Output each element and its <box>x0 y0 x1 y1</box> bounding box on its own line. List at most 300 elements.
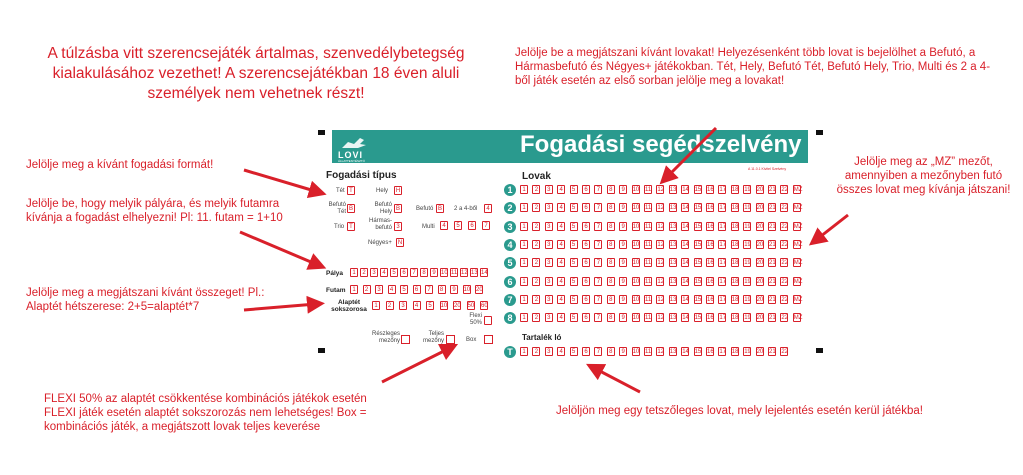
horse-box[interactable]: 5 <box>570 258 578 267</box>
full-field-label: Teljes mezőny <box>422 331 444 344</box>
bet-type-label: Befutó Tét <box>328 202 346 215</box>
horse-box[interactable]: 13 <box>669 241 677 248</box>
horse-box[interactable]: 9 <box>619 222 627 231</box>
mz-box[interactable]: MZ <box>793 260 803 267</box>
horse-box[interactable]: 6 <box>582 240 590 249</box>
horse-box[interactable]: 10 <box>632 260 640 267</box>
reserve-heading: Tartalék ló <box>522 333 562 342</box>
bet-type-label: Befutó <box>416 206 434 212</box>
futam-box[interactable]: 6 <box>413 285 421 294</box>
horse-box[interactable]: 10 <box>632 205 640 212</box>
horse-box[interactable]: 20 <box>756 187 764 193</box>
horse-box[interactable]: 13 <box>669 315 677 322</box>
horse-box[interactable]: 19 <box>744 315 751 322</box>
horse-box[interactable]: 12 <box>657 260 665 267</box>
horse-box[interactable]: 11 <box>645 205 652 212</box>
box-label: Box <box>466 337 477 343</box>
horse-box[interactable]: 22 <box>781 296 789 303</box>
horse-box[interactable]: 16 <box>707 315 714 322</box>
horse-box[interactable]: 21 <box>769 187 776 193</box>
horse-box[interactable]: 18 <box>731 187 739 193</box>
horse-box[interactable]: 5 <box>570 313 578 322</box>
stake-box[interactable]: 10 <box>440 303 448 309</box>
horse-box[interactable]: 3 <box>545 185 553 194</box>
horse-box[interactable]: 1 <box>520 277 528 286</box>
horse-box[interactable]: 5 <box>570 222 578 231</box>
horse-box[interactable]: 22 <box>781 187 789 193</box>
horse-box[interactable]: 9 <box>619 277 627 286</box>
horse-box[interactable]: 18 <box>731 223 739 230</box>
horse-box[interactable]: 4 <box>557 277 565 286</box>
horse-box[interactable]: 6 <box>582 295 590 304</box>
annotation-reserve: Jelöljön meg egy tetszőleges lovat, mely lejelentés esetén kerül játékba! <box>556 405 923 417</box>
horse-box[interactable]: 12 <box>657 187 665 193</box>
horse-box[interactable]: 13 <box>669 187 677 193</box>
bet-type-label: Trio <box>334 224 345 230</box>
mz-box[interactable]: MZ <box>793 205 803 212</box>
horse-box[interactable]: 10 <box>632 241 640 248</box>
stake-box[interactable]: 20 <box>454 303 461 309</box>
reserve-box[interactable]: 22 <box>781 349 789 355</box>
horse-box[interactable]: 13 <box>669 223 677 230</box>
horse-box[interactable]: 18 <box>731 296 739 303</box>
palya-box[interactable]: 7 <box>410 268 418 277</box>
horse-box[interactable]: 14 <box>682 315 689 322</box>
palya-box[interactable]: 13 <box>471 270 478 276</box>
horse-box[interactable]: 4 <box>557 185 565 194</box>
multi-box[interactable]: 4 <box>440 221 448 230</box>
horse-box[interactable]: 19 <box>744 187 751 193</box>
horse-box[interactable]: 17 <box>719 296 727 303</box>
horse-box[interactable]: 12 <box>657 315 665 322</box>
reserve-box[interactable]: 15 <box>694 349 702 355</box>
reserve-box[interactable]: 11 <box>645 349 652 355</box>
stake-box[interactable]: 1 <box>372 301 380 310</box>
horse-box[interactable]: 13 <box>669 278 677 285</box>
stake-box[interactable]: 2 <box>386 301 394 310</box>
futam-box[interactable]: 8 <box>438 285 446 294</box>
horse-box[interactable]: 19 <box>744 260 751 267</box>
stake-box[interactable]: 60 <box>481 303 488 309</box>
horse-box[interactable]: 7 <box>594 295 602 304</box>
bet-type-box[interactable]: H <box>395 188 401 194</box>
palya-box[interactable]: 6 <box>400 268 408 277</box>
palya-box[interactable]: 12 <box>461 270 468 276</box>
futam-box[interactable]: 9 <box>450 285 458 294</box>
flexi-label: Flexi 50% <box>469 313 482 326</box>
row-number: 5 <box>504 257 516 269</box>
horse-box[interactable]: 5 <box>570 203 578 212</box>
row-number: 8 <box>504 312 516 324</box>
horse-box[interactable]: 1 <box>520 258 528 267</box>
futam-box[interactable]: 7 <box>425 285 433 294</box>
horse-box[interactable]: 11 <box>645 315 652 322</box>
horse-box[interactable]: 2 <box>532 277 540 286</box>
horse-box[interactable]: 16 <box>707 223 714 230</box>
mz-box[interactable]: MZ <box>793 296 803 303</box>
row-number: 7 <box>504 294 516 306</box>
reserve-box[interactable]: 10 <box>632 349 640 355</box>
palya-box[interactable]: 4 <box>380 268 388 277</box>
horse-box[interactable]: 16 <box>707 241 714 248</box>
arrow <box>816 215 848 240</box>
palya-box[interactable]: 14 <box>481 270 488 276</box>
horse-box[interactable]: 7 <box>594 222 602 231</box>
horse-box[interactable]: 7 <box>594 277 602 286</box>
horse-box[interactable]: 22 <box>781 315 789 322</box>
palya-box[interactable]: 11 <box>451 270 458 276</box>
horse-box[interactable]: 18 <box>731 260 739 267</box>
bet-type-heading: Fogadási típus <box>326 170 397 181</box>
horse-box[interactable]: 2 <box>532 313 540 322</box>
horse-box[interactable]: 15 <box>694 278 702 285</box>
horse-box[interactable]: 15 <box>694 315 702 322</box>
horse-box[interactable]: 7 <box>594 203 602 212</box>
horse-box[interactable]: 8 <box>607 258 615 267</box>
reserve-box[interactable]: 4 <box>557 347 565 356</box>
horse-box[interactable]: 14 <box>682 205 689 212</box>
horse-box[interactable]: 7 <box>594 240 602 249</box>
palya-box[interactable]: 3 <box>370 268 378 277</box>
horse-box[interactable]: 14 <box>682 241 689 248</box>
horse-box[interactable]: 5 <box>570 185 578 194</box>
logo-text: LOVI <box>338 150 364 160</box>
horse-box[interactable]: 16 <box>707 205 714 212</box>
reserve-box[interactable]: 21 <box>769 349 776 355</box>
horse-box[interactable]: 7 <box>594 258 602 267</box>
horse-box[interactable]: 13 <box>669 260 677 267</box>
horse-box[interactable]: 9 <box>619 185 627 194</box>
futam-box[interactable]: 10 <box>463 287 471 293</box>
annotation-horses: Jelölje be a megjátszani kívánt lovakat! Helyezésenként több lovat is bejelölhet a Befutó, a Hármasbefutó és Négyes+ játékokban. Tét, Hely, Befutó Tét, Befutó Hely, Trio, Multi és 2 a 4-ből játék esetén az első sorban jelölje meg a lovakat! <box>515 47 991 87</box>
horse-box[interactable]: 14 <box>682 260 689 267</box>
horse-box[interactable]: 22 <box>781 241 789 248</box>
horse-box[interactable]: 20 <box>756 241 764 248</box>
horse-box[interactable]: 1 <box>520 203 528 212</box>
horse-box[interactable]: 5 <box>570 295 578 304</box>
horse-box[interactable]: 3 <box>545 313 553 322</box>
horse-box[interactable]: 20 <box>756 260 764 267</box>
reserve-box[interactable]: 6 <box>582 347 590 356</box>
horse-box[interactable]: 11 <box>645 260 652 267</box>
horse-box[interactable]: 6 <box>582 222 590 231</box>
partial-field-label: Részleges mezőny <box>371 331 400 344</box>
stake-box[interactable]: 50 <box>467 303 475 309</box>
horse-box[interactable]: 18 <box>731 241 739 248</box>
horse-box[interactable]: 14 <box>682 296 689 303</box>
horse-box[interactable]: 19 <box>744 278 751 285</box>
reserve-box[interactable]: 20 <box>756 349 764 355</box>
row-number: 3 <box>504 221 516 233</box>
horse-box[interactable]: 14 <box>682 187 689 193</box>
reserve-box[interactable]: 17 <box>719 349 727 355</box>
horse-box[interactable]: 6 <box>582 185 590 194</box>
reserve-box[interactable]: 2 <box>532 347 540 356</box>
multi-box[interactable]: 6 <box>468 221 476 230</box>
mz-box[interactable]: MZ <box>793 187 803 193</box>
horse-box[interactable]: 2 <box>532 203 540 212</box>
stake-box[interactable]: 5 <box>426 301 434 310</box>
horse-box[interactable]: 16 <box>707 260 714 267</box>
horse-box[interactable]: 2 <box>532 185 540 194</box>
palya-label: Pálya <box>326 270 343 277</box>
horse-box[interactable]: 1 <box>520 313 528 322</box>
bet-type-box[interactable]: T <box>347 186 355 195</box>
horse-box[interactable]: 8 <box>607 277 615 286</box>
multi-box[interactable]: 7 <box>482 221 490 230</box>
horse-box[interactable]: 8 <box>607 203 615 212</box>
horse-box[interactable]: 18 <box>731 205 739 212</box>
horse-box[interactable]: 11 <box>645 187 652 193</box>
bet-type-label: Hely <box>376 188 389 194</box>
horse-box[interactable]: 9 <box>619 295 627 304</box>
horse-box[interactable]: 12 <box>657 223 665 230</box>
horse-box[interactable]: 4 <box>557 258 565 267</box>
horse-box[interactable]: 22 <box>781 278 789 285</box>
bet-type-box[interactable]: B <box>437 206 442 212</box>
bet-type-label: Négyes+ <box>368 240 392 246</box>
horse-box[interactable]: 9 <box>619 203 627 212</box>
horse-box[interactable]: 21 <box>769 296 776 303</box>
horse-box[interactable]: 15 <box>694 223 702 230</box>
horse-box[interactable]: 20 <box>756 205 764 212</box>
futam-box[interactable]: 3 <box>375 285 383 294</box>
horse-box[interactable]: 17 <box>719 241 727 248</box>
horse-box[interactable]: 1 <box>520 240 528 249</box>
annotation-stake: Jelölje meg a megjátszani kívánt összeget! Pl.: Alaptét hétszerese: 2+5=alaptét*7 <box>26 287 265 313</box>
horse-box[interactable]: 11 <box>645 296 652 303</box>
horse-box[interactable]: 6 <box>582 258 590 267</box>
stake-box[interactable]: 3 <box>399 301 407 310</box>
bet-type-box[interactable]: T <box>347 222 355 231</box>
arrow <box>594 368 640 392</box>
horse-box[interactable]: 12 <box>657 241 665 248</box>
horse-box[interactable]: 17 <box>719 187 727 193</box>
reserve-box[interactable]: 12 <box>657 349 665 355</box>
palya-box[interactable]: 1 <box>350 268 358 277</box>
horse-box[interactable]: 15 <box>694 296 702 303</box>
horse-box[interactable]: 10 <box>632 296 640 303</box>
horse-box[interactable]: 17 <box>719 315 727 322</box>
horse-box[interactable]: 22 <box>781 205 789 212</box>
horse-box[interactable]: 8 <box>607 240 615 249</box>
futam-box[interactable]: 1 <box>350 285 358 294</box>
bet-type-label: Multi <box>422 224 435 230</box>
reserve-box[interactable]: 9 <box>619 347 627 356</box>
horse-box[interactable]: 3 <box>545 203 553 212</box>
horse-box[interactable]: 17 <box>719 278 727 285</box>
reserve-box[interactable]: 5 <box>570 347 578 356</box>
horse-box[interactable]: 5 <box>570 240 578 249</box>
horse-box[interactable]: 8 <box>607 313 615 322</box>
row-number: 4 <box>504 239 516 251</box>
horse-box[interactable]: 2 <box>532 258 540 267</box>
bet-type-box[interactable]: B <box>395 206 400 212</box>
horse-box[interactable]: 19 <box>744 241 751 248</box>
annotation-track: Jelölje be, hogy melyik pályára, és melyik futamra kívánja a fogadást elhelyezni! Pl: 11. futam = 1+10 <box>26 198 283 224</box>
horse-box[interactable]: 17 <box>719 260 727 267</box>
arrow <box>240 232 318 265</box>
annotation-flexi: FLEXI 50% az alaptét csökkentése kombinációs játékok esetén FLEXI játék esetén alaptét sokszorozás nem lehetséges! Box = kombinációs játék, a megjátszott lovak teljes keverése <box>44 393 367 433</box>
horse-box[interactable]: 4 <box>557 240 565 249</box>
horse-box[interactable]: 20 <box>756 278 764 285</box>
horse-box[interactable]: 7 <box>594 185 602 194</box>
futam-label: Futam <box>326 287 346 294</box>
reserve-row-label: T <box>504 346 516 358</box>
horse-box[interactable]: 3 <box>545 295 553 304</box>
horse-box[interactable]: 3 <box>545 240 553 249</box>
horse-box[interactable]: 10 <box>632 187 640 193</box>
horse-box[interactable]: 18 <box>731 278 739 285</box>
horse-box[interactable]: 3 <box>545 222 553 231</box>
futam-box[interactable]: 4 <box>388 285 396 294</box>
arrow <box>382 348 450 382</box>
futam-box[interactable]: 5 <box>400 285 408 294</box>
bet-type-label: Hármas-befutó <box>368 218 392 231</box>
horse-box[interactable]: 20 <box>756 315 764 322</box>
reserve-box[interactable]: 7 <box>594 347 602 356</box>
horse-box[interactable]: 15 <box>694 241 702 248</box>
horse-box[interactable]: 19 <box>744 296 751 303</box>
reserve-box[interactable]: 13 <box>669 349 677 355</box>
bet-type-label: 2 a 4-ből <box>454 206 478 212</box>
horse-box[interactable]: 10 <box>632 278 640 285</box>
tiny-note: A 11.0.1 Kivitel Szelvény <box>748 167 787 171</box>
horse-box[interactable]: 14 <box>682 278 689 285</box>
horse-box[interactable]: 6 <box>582 313 590 322</box>
horse-box[interactable]: 9 <box>619 240 627 249</box>
logo-subtext: ÁLLATTENYÉSZTŐ <box>338 159 365 163</box>
reserve-box[interactable]: 3 <box>545 347 553 356</box>
horse-box[interactable]: 4 <box>557 203 565 212</box>
horse-box[interactable]: 8 <box>607 295 615 304</box>
horse-box[interactable]: 8 <box>607 185 615 194</box>
gambling-warning: A túlzásba vitt szerencsejáték ártalmas, szenvedélybetegség kialakulásához vezethet! A szerencsejátékban 18 éven aluli személyek nem vehetnek részt! <box>47 45 465 102</box>
horse-box[interactable]: 4 <box>557 313 565 322</box>
horse-box[interactable]: 9 <box>619 313 627 322</box>
slip-title: Fogadási segédszelvény <box>520 131 802 158</box>
horse-box[interactable]: 1 <box>520 222 528 231</box>
bet-type-box[interactable]: N <box>397 240 403 246</box>
bet-type-label: Tét <box>336 188 345 194</box>
mz-box[interactable]: MZ <box>793 315 803 322</box>
multi-box[interactable]: 5 <box>454 221 462 230</box>
horse-box[interactable]: 21 <box>769 205 776 212</box>
horse-box[interactable]: 22 <box>781 260 789 267</box>
horse-box[interactable]: 19 <box>744 205 751 212</box>
bet-type-box[interactable]: 4 <box>484 204 492 213</box>
horse-box[interactable]: 2 <box>532 240 540 249</box>
mz-box[interactable]: MZ <box>793 241 803 248</box>
horse-box[interactable]: 19 <box>744 223 751 230</box>
arrow <box>244 304 316 310</box>
reserve-box[interactable]: 16 <box>707 349 714 355</box>
row-number: 1 <box>504 184 516 196</box>
horse-box[interactable]: 17 <box>719 223 727 230</box>
horse-box[interactable]: 9 <box>619 258 627 267</box>
arrow <box>244 170 318 192</box>
horse-box[interactable]: 2 <box>532 295 540 304</box>
horse-box[interactable]: 5 <box>570 277 578 286</box>
horses-heading: Lovak <box>522 171 551 182</box>
mz-box[interactable]: MZ <box>793 278 803 285</box>
palya-box[interactable]: 5 <box>390 268 398 277</box>
horse-box[interactable]: 21 <box>769 241 776 248</box>
horse-box[interactable]: 1 <box>520 185 528 194</box>
horse-box[interactable]: 13 <box>669 296 677 303</box>
horse-box[interactable]: 21 <box>769 223 776 230</box>
horse-box[interactable]: 6 <box>582 203 590 212</box>
annotation-bet-type: Jelölje meg a kívánt fogadási formát! <box>26 159 214 171</box>
horse-box[interactable]: 4 <box>557 222 565 231</box>
horse-box[interactable]: 2 <box>532 222 540 231</box>
palya-box[interactable]: 8 <box>420 268 428 277</box>
horse-box[interactable]: 12 <box>657 278 665 285</box>
bet-type-label: Befutó Hely <box>374 202 392 215</box>
bet-type-box[interactable]: B <box>348 206 353 212</box>
futam-box[interactable]: 2 <box>363 285 371 294</box>
horse-box[interactable]: 21 <box>769 278 776 285</box>
horse-box[interactable]: 7 <box>594 313 602 322</box>
reserve-box[interactable]: 14 <box>682 349 689 355</box>
reserve-box[interactable]: 19 <box>744 349 751 355</box>
horse-box[interactable]: 8 <box>607 222 615 231</box>
horse-box[interactable]: 10 <box>632 223 640 230</box>
horse-box[interactable]: 22 <box>781 223 789 230</box>
horse-box[interactable]: 20 <box>756 223 764 230</box>
horse-box[interactable]: 18 <box>731 315 739 322</box>
reserve-box[interactable]: 8 <box>607 347 615 356</box>
horse-box[interactable]: 20 <box>756 296 764 303</box>
row-number: 2 <box>504 202 516 214</box>
horse-box[interactable]: 1 <box>520 295 528 304</box>
horse-box[interactable]: 12 <box>657 205 665 212</box>
horse-box[interactable]: 3 <box>545 277 553 286</box>
horse-box[interactable]: 21 <box>769 260 776 267</box>
horse-box[interactable]: 15 <box>694 205 702 212</box>
palya-box[interactable]: 10 <box>441 270 448 276</box>
horse-box[interactable]: 3 <box>545 258 553 267</box>
annotation-mz: Jelölje meg az „MZ” mezőt, amennyiben a mezőnyben futó összes lovat meg kívánja játszani! <box>836 156 1011 196</box>
palya-box[interactable]: 2 <box>360 268 368 277</box>
arrow <box>666 128 716 178</box>
horse-box[interactable]: 21 <box>769 315 776 322</box>
horse-box[interactable]: 11 <box>645 278 652 285</box>
horse-box[interactable]: 10 <box>632 315 640 322</box>
horse-box[interactable]: 6 <box>582 277 590 286</box>
horse-box[interactable]: 16 <box>707 278 714 285</box>
horse-box[interactable]: 17 <box>719 205 727 212</box>
reserve-box[interactable]: 1 <box>520 347 528 356</box>
horse-box[interactable]: 16 <box>707 296 714 303</box>
palya-box[interactable]: 9 <box>430 268 438 277</box>
horse-box[interactable]: 15 <box>694 260 702 267</box>
horse-box[interactable]: 13 <box>669 205 677 212</box>
horse-box[interactable]: 14 <box>682 223 689 230</box>
horse-box[interactable]: 12 <box>657 296 665 303</box>
horse-box[interactable]: 4 <box>557 295 565 304</box>
reserve-box[interactable]: 18 <box>731 349 739 355</box>
horse-box[interactable]: 11 <box>645 241 652 248</box>
horse-box[interactable]: 16 <box>707 187 714 193</box>
horse-box[interactable]: 11 <box>645 223 652 230</box>
horse-box[interactable]: 15 <box>694 187 702 193</box>
row-number: 6 <box>504 276 516 288</box>
futam-box[interactable]: 20 <box>476 287 483 293</box>
bet-type-box[interactable]: 3 <box>394 222 402 231</box>
mz-box[interactable]: MZ <box>793 223 803 230</box>
stake-box[interactable]: 4 <box>413 301 421 310</box>
